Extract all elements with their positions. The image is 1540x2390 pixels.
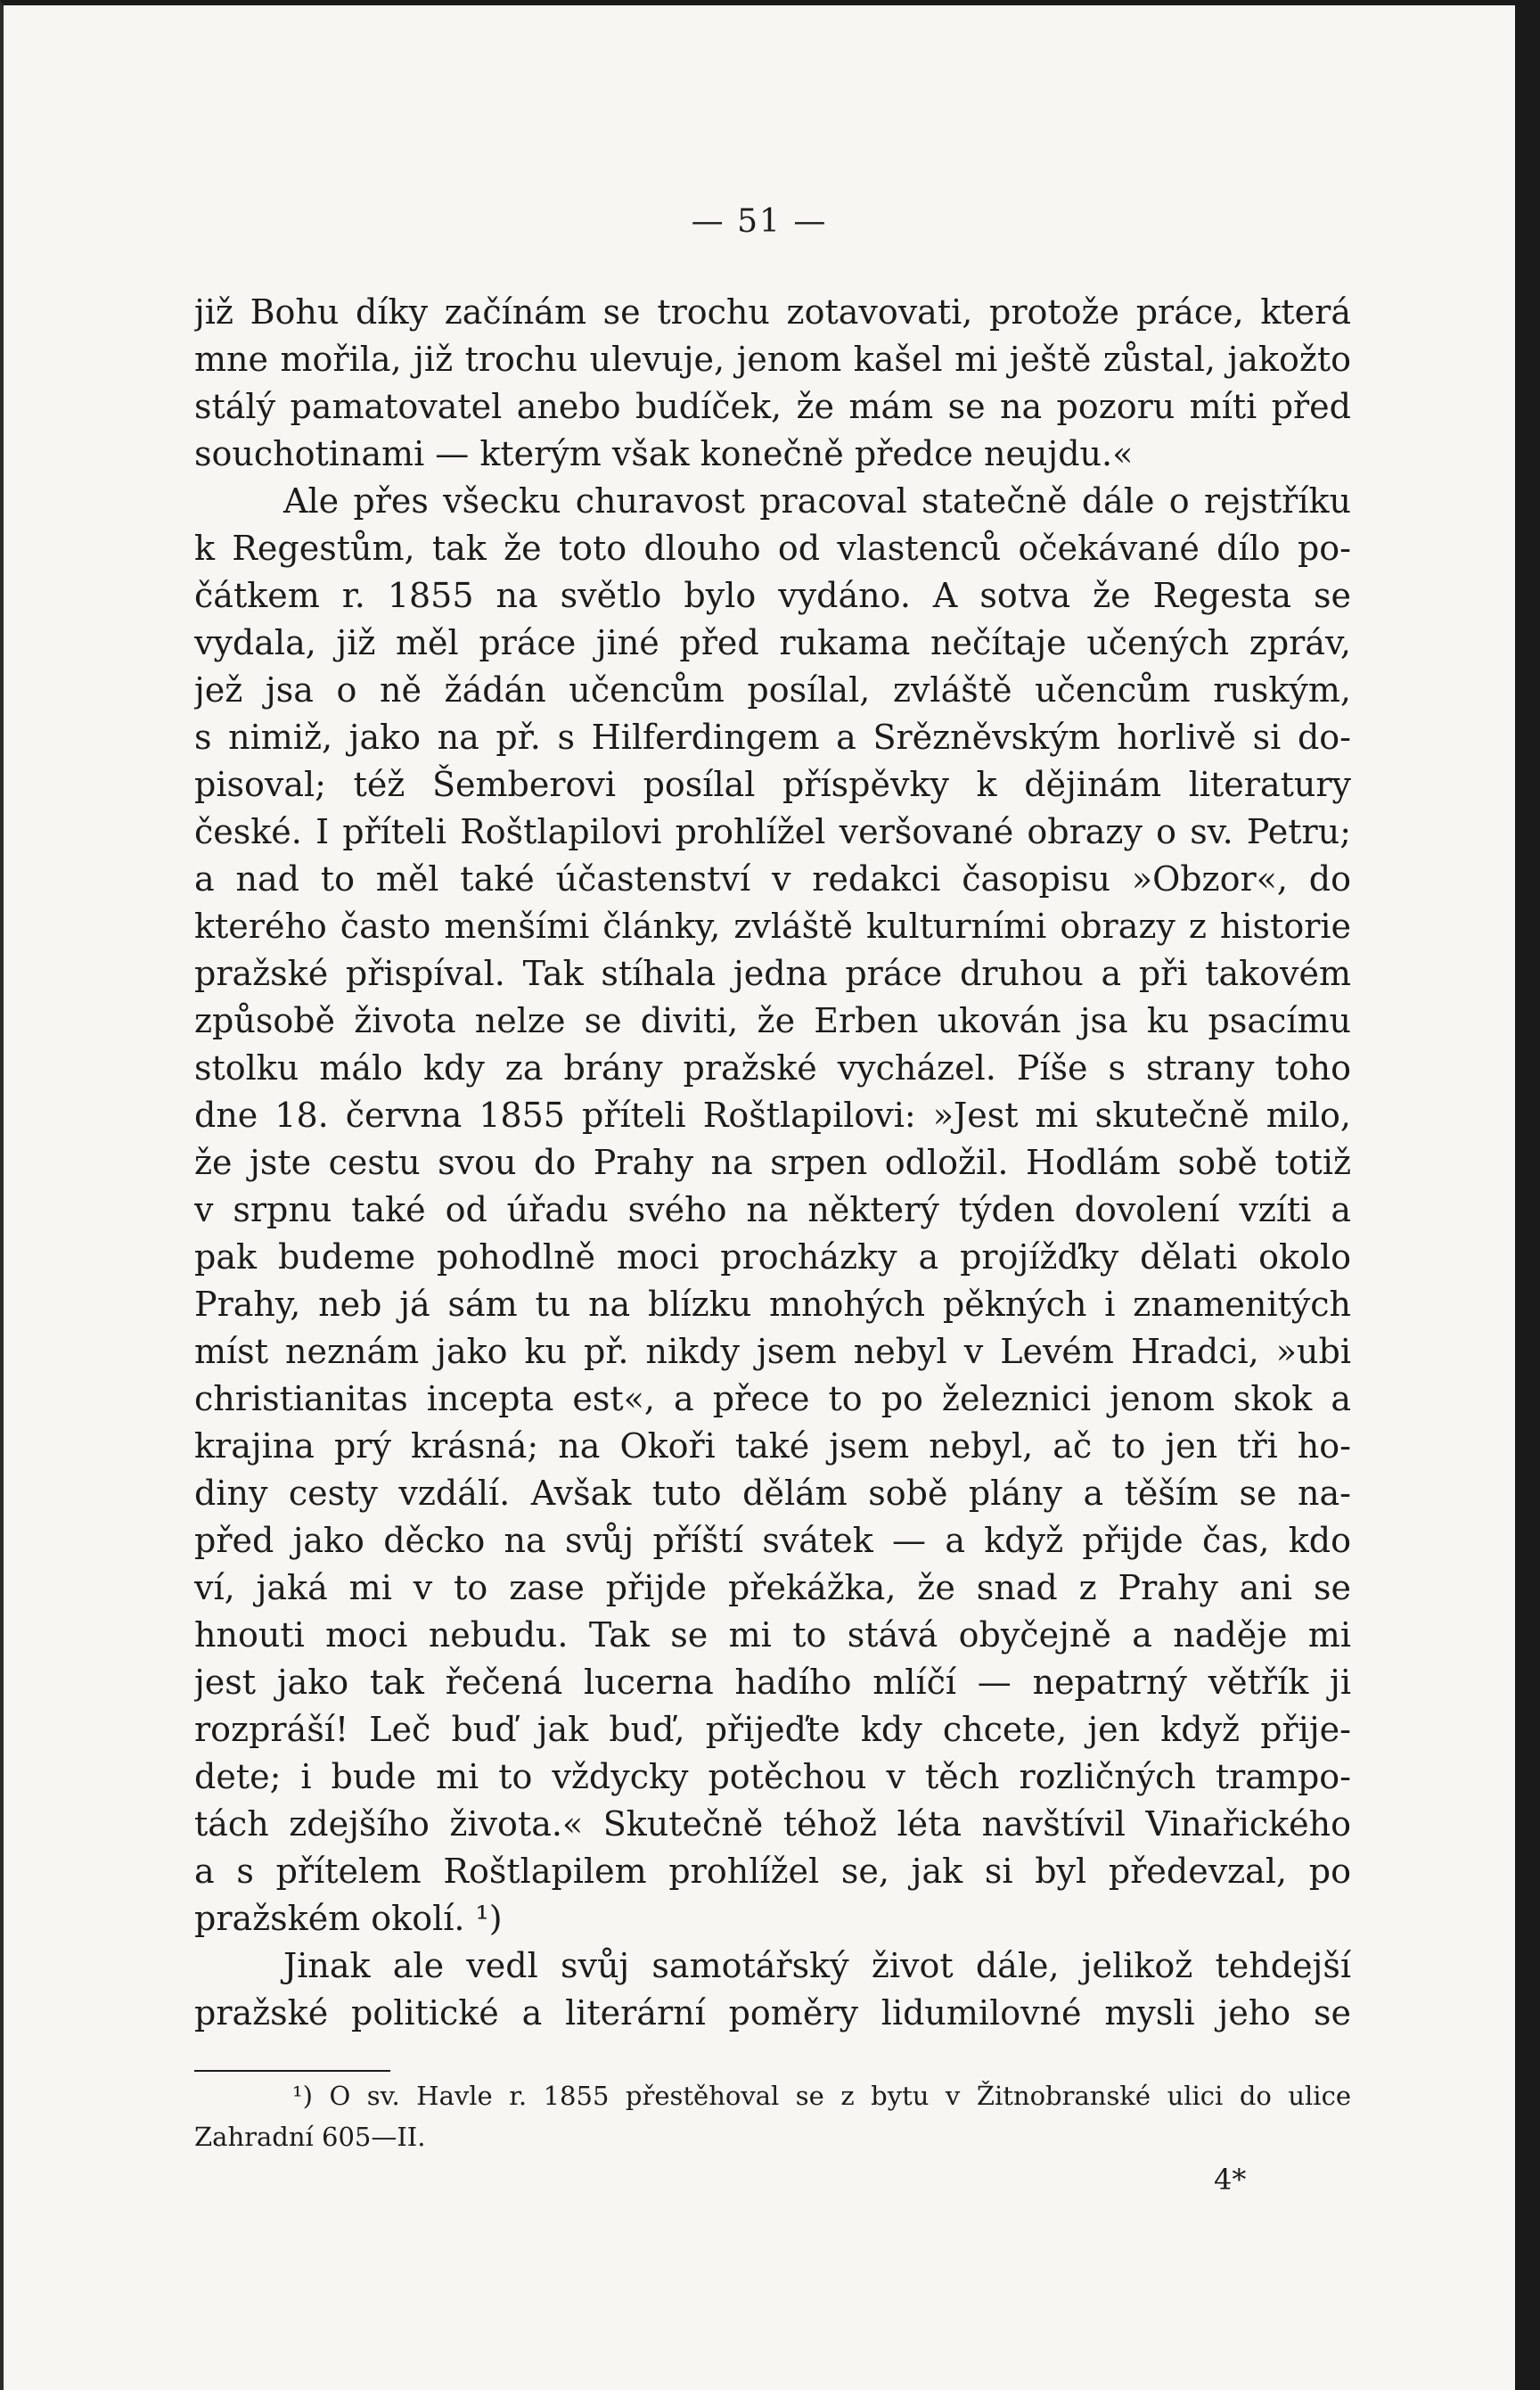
text-line: jest jako tak řečená lucerna hadího mlíčí — nepatrný větřík ji — [194, 1663, 1351, 1702]
text-line: Jinak ale vedl svůj samotářský život dále, jelikož tehdejší — [283, 1946, 1351, 1985]
text-line: mne mořila, již trochu ulevuje, jenom kašel mi ještě zůstal, jakožto — [194, 340, 1351, 379]
text-line: tách zdejšího života.« Skutečně téhož léta navštívil Vinařického — [194, 1804, 1351, 1844]
text-line: pisoval; též Šemberovi posílal příspěvky k dějinám literatury — [194, 765, 1351, 804]
text-line: již Bohu díky začínám se trochu zotavovati, protože práce, která — [194, 292, 1351, 332]
footnote-rule — [194, 2070, 390, 2072]
text-line: s nimiž, jako na př. s Hilferdingem a Srězněvským horlivě si do- — [194, 718, 1351, 757]
scan-edge — [1515, 0, 1540, 2390]
text-line: hnouti moci nebudu. Tak se mi to stává obyčejně a naděje mi — [194, 1615, 1351, 1655]
text-line: diny cesty vzdálí. Avšak tuto dělám sobě plány a těším se na- — [194, 1474, 1351, 1513]
footnote-line: ¹) O sv. Havle r. 1855 přestěhoval se z bytu v Žitnobranské ulici do ulice — [292, 2081, 1351, 2111]
text-line: míst neznám jako ku př. nikdy jsem nebyl v Levém Hradci, »ubi — [194, 1332, 1351, 1371]
text-line: stolku málo kdy za brány pražské vycházel. Píše s strany toho — [194, 1048, 1351, 1088]
main-text — [194, 289, 1351, 2037]
text-line: Ale přes všecku churavost pracoval statečně dále o rejstříku — [283, 481, 1351, 521]
text-line: pražské přispíval. Tak stíhala jedna práce druhou a při takovém — [194, 954, 1351, 993]
text-line: rozpráší! Leč buď jak buď, přijeďte kdy chcete, jen když přije- — [194, 1710, 1351, 1749]
text-line: čátkem r. 1855 na světlo bylo vydáno. A sotva že Regesta se — [194, 576, 1351, 615]
text-line: christianitas incepta est«, a přece to po železnici jenom skok a — [194, 1379, 1351, 1418]
text-line: souchotinami — kterým však konečně předce neujdu.« — [194, 434, 1134, 473]
text-line: české. I příteli Roštlapilovi prohlížel veršované obrazy o sv. Petru; — [194, 812, 1351, 851]
text-line: dne 18. června 1855 příteli Roštlapilovi: »Jest mi skutečně milo, — [194, 1096, 1351, 1135]
text-line: dete; i bude mi to vždycky potěchou v těch rozličných trampo- — [194, 1757, 1351, 1796]
text-line: před jako děcko na svůj příští svátek — a když přijde čas, kdo — [194, 1521, 1351, 1560]
signature-mark: 4* — [1214, 2163, 1247, 2197]
text-line: vydala, již měl práce jiné před rukama nečítaje učených zpráv, — [194, 623, 1351, 662]
page-number: — 51 — — [691, 203, 828, 240]
text-line: ví, jaká mi v to zase přijde překážka, že snad z Prahy ani se — [194, 1568, 1351, 1607]
text-line: kterého často menšími články, zvláště kulturními obrazy z historie — [194, 907, 1351, 946]
text-line: Prahy, neb já sám tu na blízku mnohých pěkných i znamenitých — [194, 1285, 1351, 1324]
footnote — [194, 2075, 1351, 2157]
text-line: pak budeme pohodlně moci procházky a projížďky dělati okolo — [194, 1237, 1351, 1277]
text-line: stálý pamatovatel anebo budíček, že mám se na pozoru míti před — [194, 387, 1351, 426]
text-line: krajina prý krásná; na Okoři také jsem nebyl, ač to jen tři ho- — [194, 1426, 1351, 1466]
text-line: pražském okolí. ¹) — [194, 1899, 503, 1938]
text-line: a s přítelem Roštlapilem prohlížel se, jak si byl předevzal, po — [194, 1852, 1351, 1891]
footnote-line: Zahradní 605—II. — [194, 2122, 426, 2152]
text-line: pražské politické a literární poměry lidumilovné mysli jeho se — [194, 1993, 1351, 2033]
text-line: způsobě života nelze se diviti, že Erben ukován jsa ku psacímu — [194, 1001, 1351, 1040]
text-line: k Regestům, tak že toto dlouho od vlastenců očekávané dílo po- — [194, 529, 1351, 568]
text-line: v srpnu také od úřadu svého na některý týden dovolení vzíti a — [194, 1190, 1351, 1229]
text-line: a nad to měl také účastenství v redakci časopisu »Obzor«, do — [194, 859, 1351, 899]
text-line: že jste cestu svou do Prahy na srpen odložil. Hodlám sobě totiž — [194, 1143, 1351, 1182]
text-line: jež jsa o ně žádán učencům posílal, zvláště učencům ruským, — [194, 670, 1351, 710]
